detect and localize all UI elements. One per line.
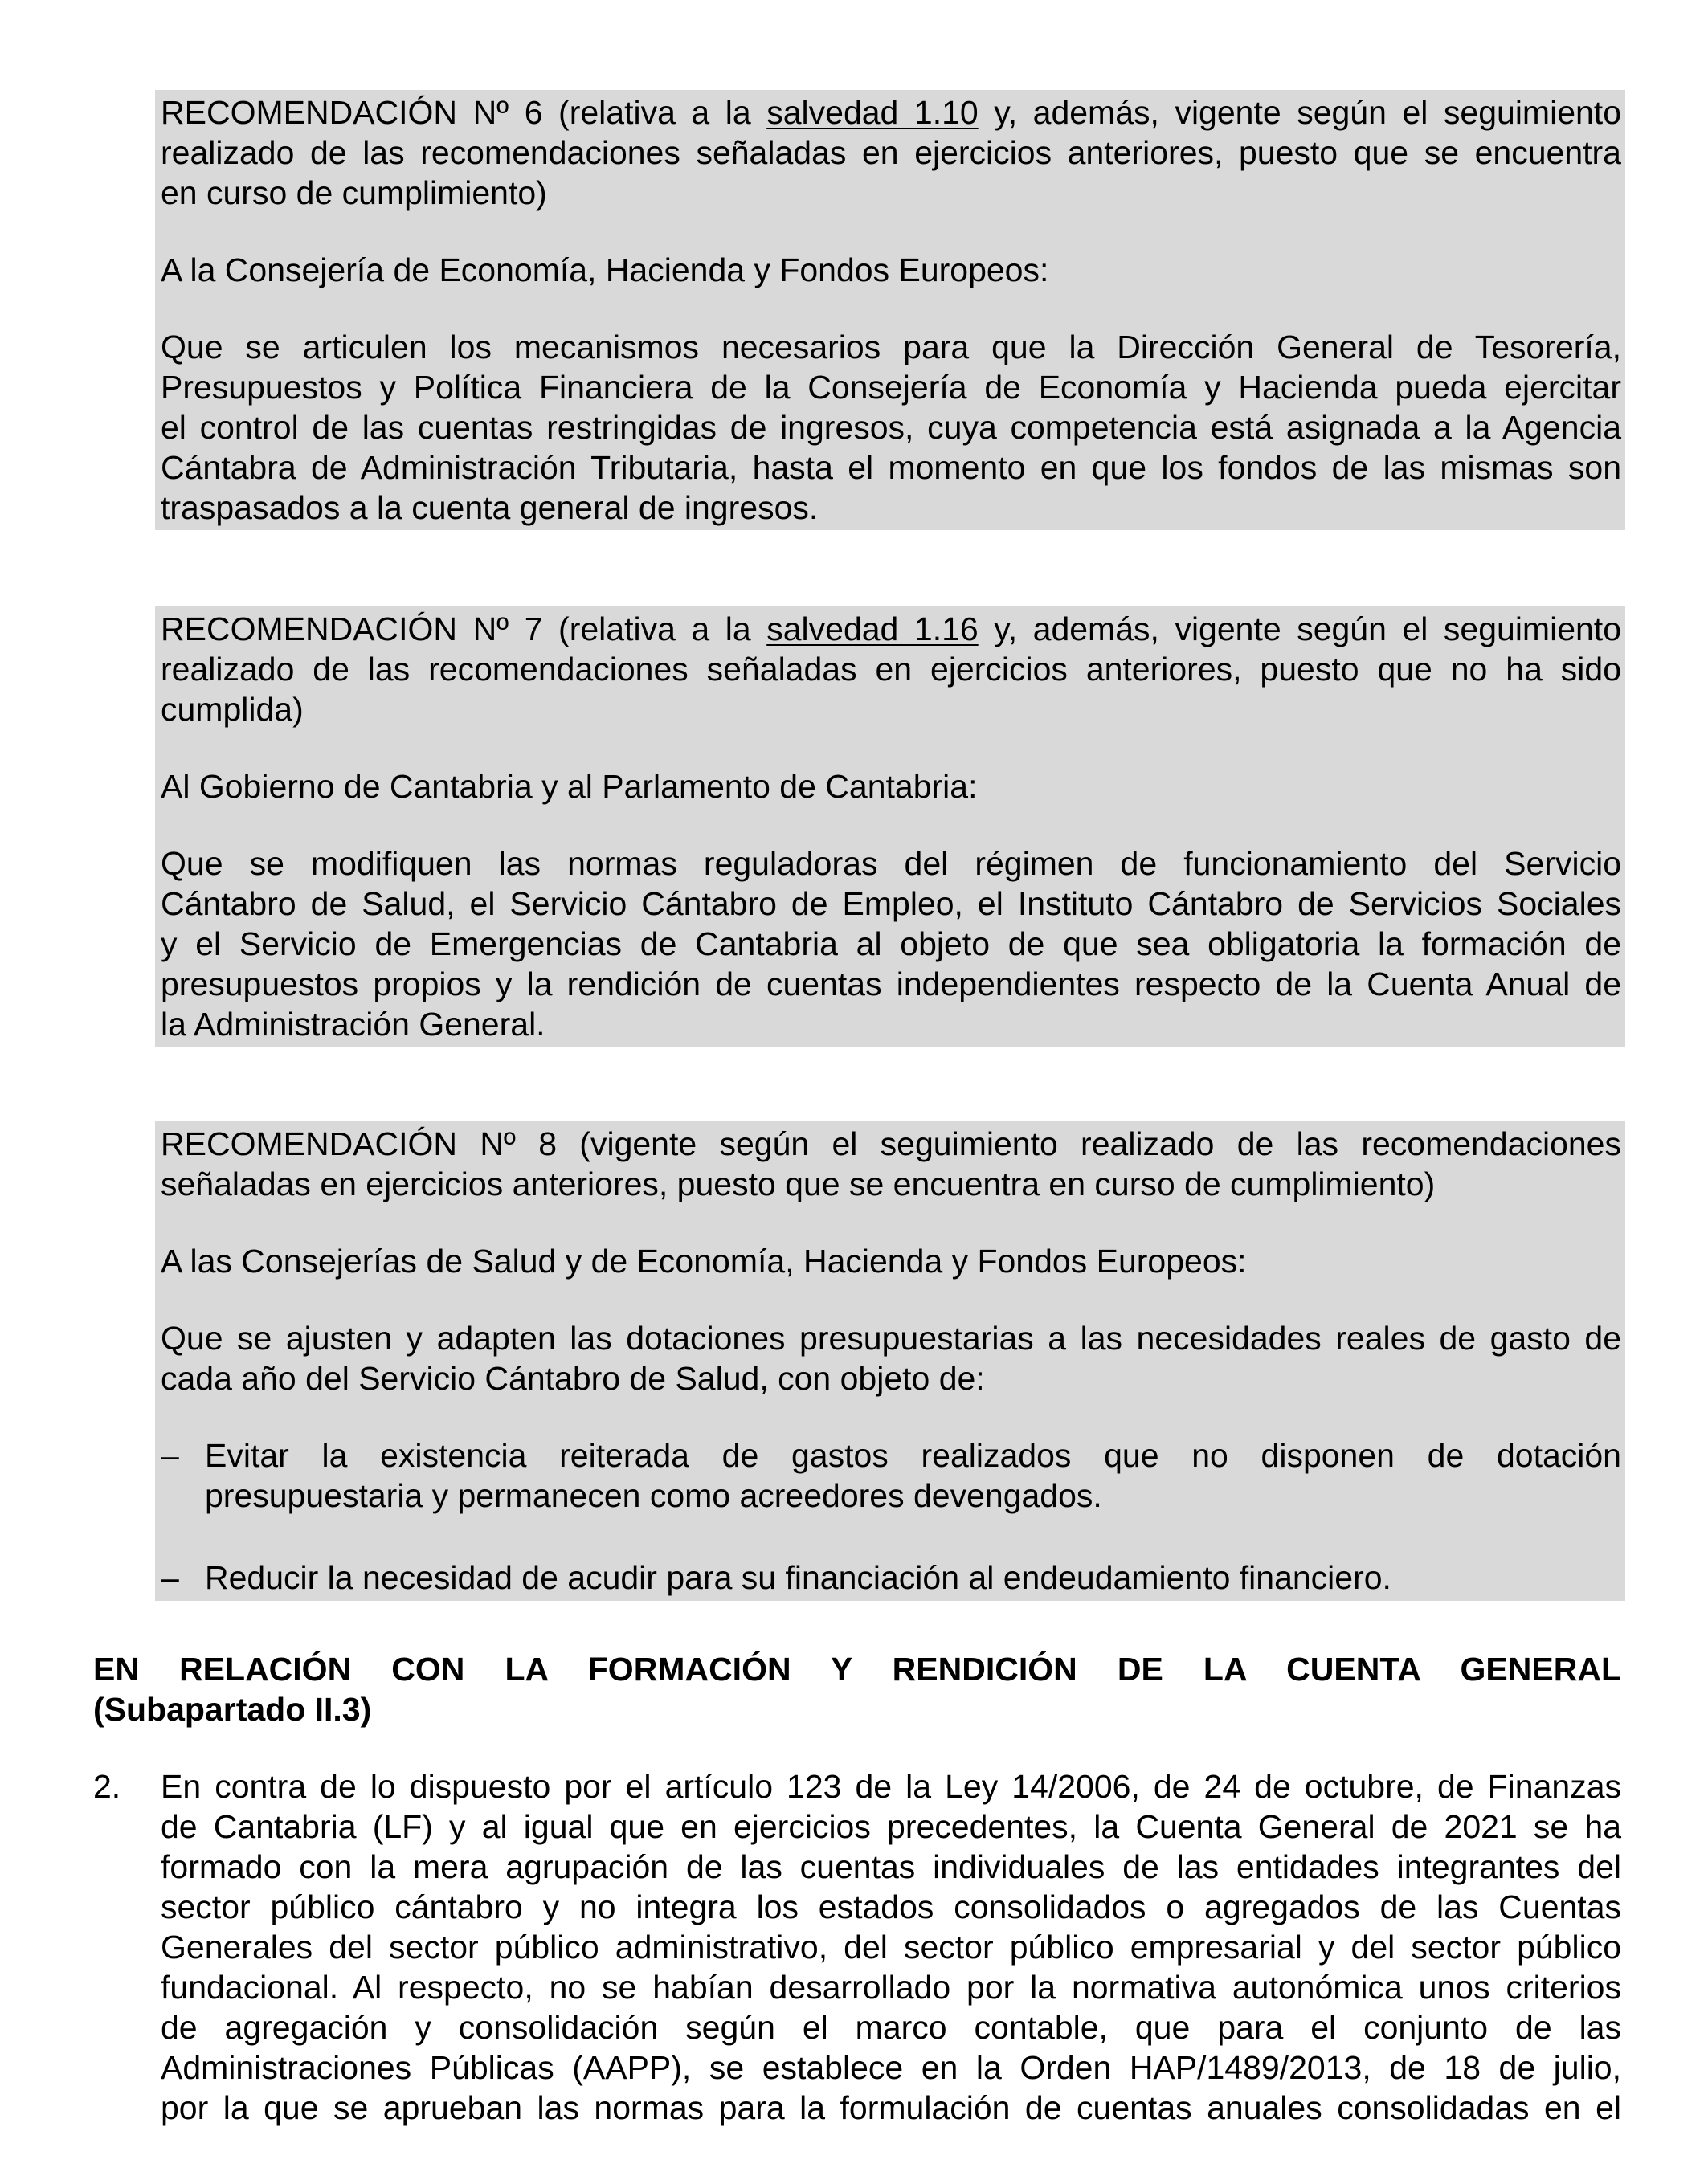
section-heading-line-2: (Subapartado II.3) bbox=[93, 1691, 372, 1728]
rec6-body-line-1: Que se articulen los mecanismos necesarios para que la Dirección General de Tesorería, bbox=[161, 329, 1621, 365]
rec7-title-line-1: RECOMENDACIÓN Nº 7 (relativa a la salvedad 1.16 y, además, vigente según el seguimiento bbox=[161, 610, 1621, 647]
rec7-title-line-2: realizado de las recomendaciones señaladas en ejercicios anteriores, puesto que no ha sido bbox=[161, 651, 1621, 688]
para2-line-2: de Cantabria (LF) y al igual que en ejercicios precedentes, la Cuenta General de 2021 se ha bbox=[161, 1808, 1621, 1845]
para2-line-1: En contra de lo dispuesto por el artículo 123 de la Ley 14/2006, de 24 de octubre, de Finanzas bbox=[161, 1768, 1621, 1805]
paragraph-number: 2. bbox=[93, 1768, 121, 1805]
bullet-dash-1: – bbox=[161, 1437, 179, 1474]
rec6-body-line-3: el control de las cuentas restringidas de ingresos, cuya competencia está asignada a la Agencia bbox=[161, 409, 1621, 446]
rec6-body-line-2: Presupuestos y Política Financiera de la Consejería de Economía y Hacienda pueda ejercitar bbox=[161, 369, 1621, 406]
rec6-title-line-2: realizado de las recomendaciones señaladas en ejercicios anteriores, puesto que se encuentra bbox=[161, 134, 1621, 171]
para2-line-4: sector público cántabro y no integra los estados consolidados o agregados de las Cuentas bbox=[161, 1888, 1621, 1925]
rec6-body-line-4: Cántabra de Administración Tributaria, hasta el momento en que los fondos de las mismas son bbox=[161, 449, 1621, 486]
rec8-bullet-2: Reducir la necesidad de acudir para su financiación al endeudamiento financiero. bbox=[205, 1559, 1391, 1596]
para2-line-8: Administraciones Públicas (AAPP), se establece en la Orden HAP/1489/2013, de 18 de julio, bbox=[161, 2049, 1621, 2086]
para2-line-5: Generales del sector público administrativo, del sector público empresarial y del sector público bbox=[161, 1929, 1621, 1966]
rec8-bullet-1-line-2: presupuestaria y permanecen como acreedores devengados. bbox=[205, 1477, 1102, 1514]
rec8-bullet-1-line-1: Evitar la existencia reiterada de gastos realizados que no disponen de dotación bbox=[205, 1437, 1621, 1474]
rec8-title-line-2: señaladas en ejercicios anteriores, puesto que se encuentra en curso de cumplimiento) bbox=[161, 1165, 1436, 1202]
rec7-body-line-4: presupuestos propios y la rendición de cuentas independientes respecto de la Cuenta Anual de bbox=[161, 965, 1621, 1002]
bullet-dash-2: – bbox=[161, 1559, 179, 1596]
rec7-title-line-3: cumplida) bbox=[161, 691, 304, 728]
rec6-addressee: A la Consejería de Economía, Hacienda y Fondos Europeos: bbox=[161, 251, 1049, 288]
rec7-body-line-1: Que se modifiquen las normas reguladoras del régimen de funcionamiento del Servicio bbox=[161, 845, 1621, 882]
rec8-addressee: A las Consejerías de Salud y de Economía, Hacienda y Fondos Europeos: bbox=[161, 1243, 1247, 1280]
para2-line-6: fundacional. Al respecto, no se habían desarrollado por la normativa autonómica unos criterios bbox=[161, 1969, 1621, 2006]
rec6-body-line-5: traspasados a la cuenta general de ingresos. bbox=[161, 489, 819, 526]
para2-line-7: de agregación y consolidación según el marco contable, que para el conjunto de las bbox=[161, 2009, 1621, 2046]
rec8-body-line-2: cada año del Servicio Cántabro de Salud, con objeto de: bbox=[161, 1360, 985, 1397]
rec7-body-line-3: y el Servicio de Emergencias de Cantabria al objeto de que sea obligatoria la formación de bbox=[161, 925, 1621, 962]
section-heading-line-1: EN RELACIÓN CON LA FORMACIÓN Y RENDICIÓN DE LA CUENTA GENERAL bbox=[93, 1651, 1621, 1688]
para2-line-3: formado con la mera agrupación de las cuentas individuales de las entidades integrantes del bbox=[161, 1848, 1621, 1885]
rec8-body-line-1: Que se ajusten y adapten las dotaciones presupuestarias a las necesidades reales de gasto de bbox=[161, 1320, 1621, 1357]
salvedad-1-16-link[interactable]: salvedad 1.16 bbox=[766, 610, 979, 647]
rec7-body-line-5: la Administración General. bbox=[161, 1006, 545, 1043]
salvedad-1-10-link[interactable]: salvedad 1.10 bbox=[766, 94, 979, 131]
rec8-title-line-1: RECOMENDACIÓN Nº 8 (vigente según el seguimiento realizado de las recomendaciones bbox=[161, 1125, 1621, 1162]
rec7-addressee: Al Gobierno de Cantabria y al Parlamento de Cantabria: bbox=[161, 768, 978, 805]
rec6-title-line-1: RECOMENDACIÓN Nº 6 (relativa a la salvedad 1.10 y, además, vigente según el seguimiento bbox=[161, 94, 1621, 131]
para2-line-9: por la que se aprueban las normas para la formulación de cuentas anuales consolidadas en el bbox=[161, 2089, 1621, 2126]
rec7-body-line-2: Cántabro de Salud, el Servicio Cántabro de Empleo, el Instituto Cántabro de Servicios Sociales bbox=[161, 885, 1621, 922]
rec6-title-line-3: en curso de cumplimiento) bbox=[161, 174, 547, 211]
